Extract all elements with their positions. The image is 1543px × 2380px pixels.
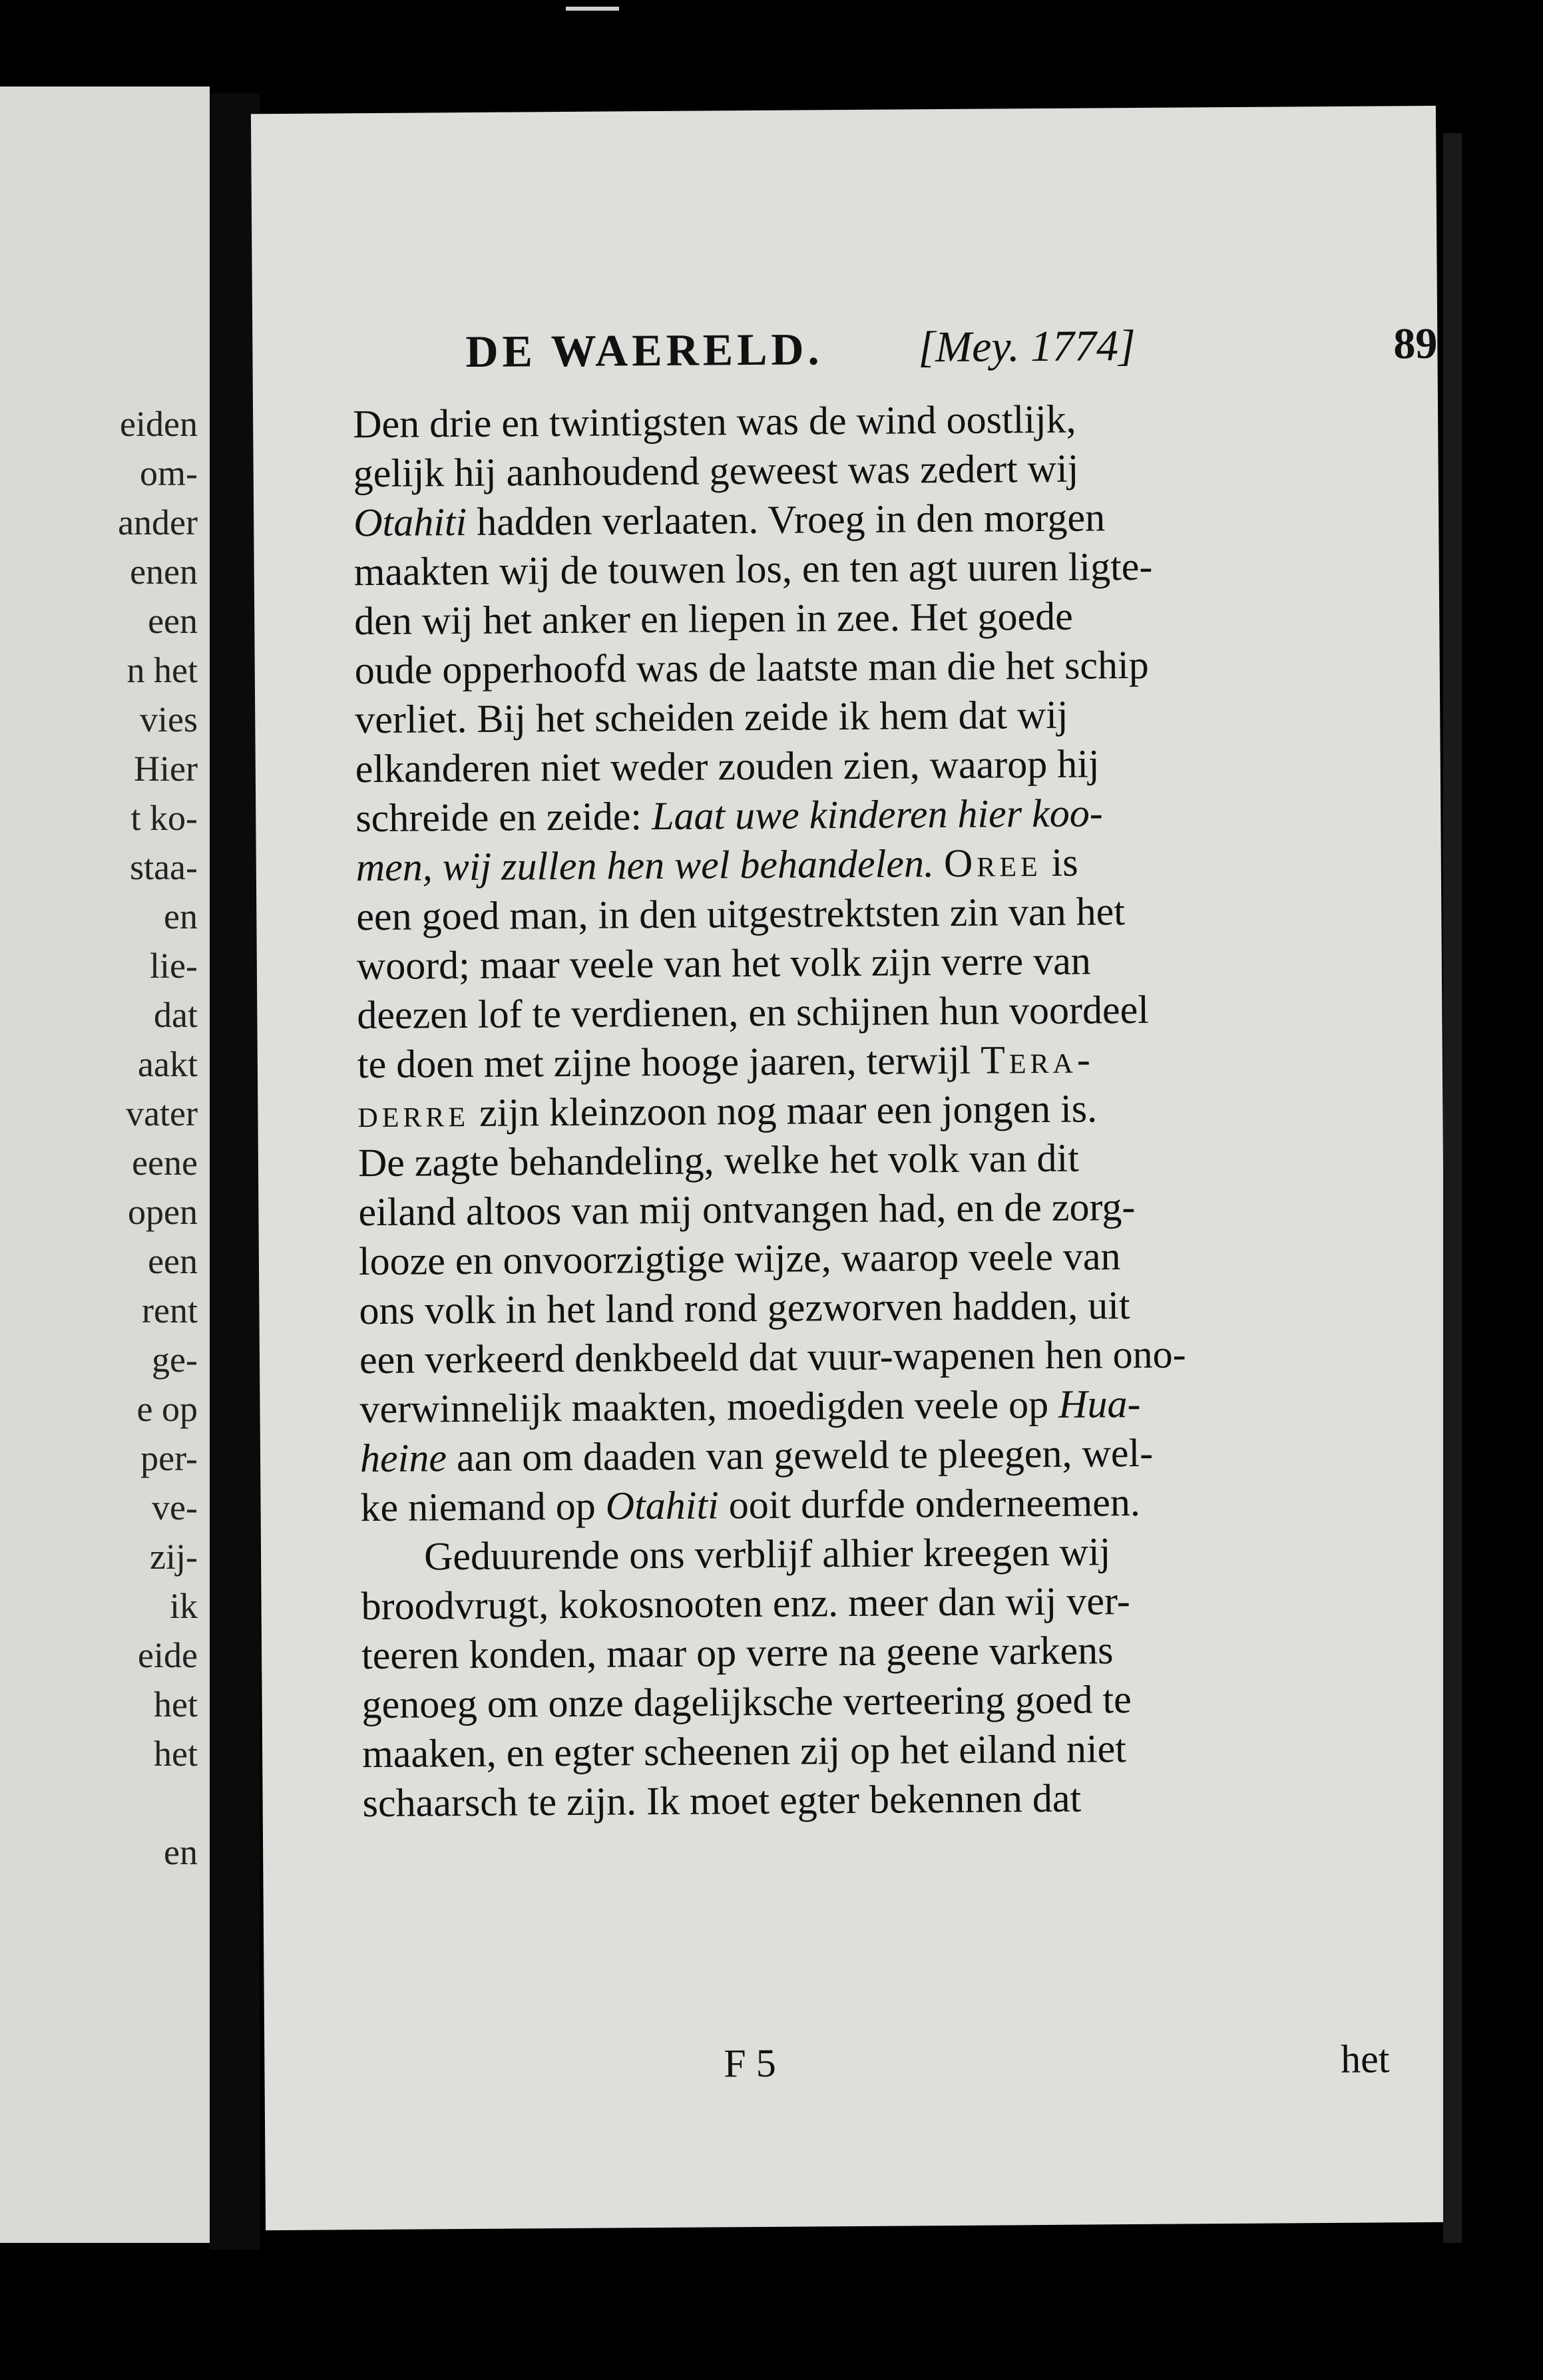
text-segment: maaken, en egter scheenen zij op het eiland niet [361,1726,1127,1776]
text-line [360,1426,1385,1483]
left-page-fragment: en [164,1832,198,1872]
page-footer [364,2036,1390,2096]
page-number: 89 [1393,319,1438,369]
left-page-fragment: om- [140,453,198,493]
left-page-fragment: e op [136,1389,198,1429]
left-page-text [118,399,198,1877]
left-page-fragment: eide [138,1635,198,1675]
text-line [361,1525,1386,1581]
text-line [362,1722,1387,1778]
left-page-fragment: het [154,1685,198,1724]
text-line [357,934,1382,990]
text-segment: te doen met zijne hooge jaaren, terwijl [357,1038,981,1087]
text-line [361,1574,1386,1631]
text-line [355,688,1380,744]
text-segment: ooit durfde onderneemen. [718,1480,1141,1527]
text-line [362,1771,1387,1828]
text-line [359,1377,1385,1434]
running-title: DE WAERELD. [465,323,823,377]
left-page-fragment: staa- [130,847,198,887]
text-segment: Den drie en twintigsten was de wind oostlijk, [352,397,1076,447]
text-segment: schaarsch te zijn. Ik moet egter bekennen dat [362,1776,1082,1826]
text-segment: gelijk hij aanhoudend geweest was zedert wij [353,446,1079,496]
left-page-fragment: lie- [150,946,198,986]
text-line [359,1328,1385,1384]
left-page-fragment: per- [140,1438,198,1478]
left-page-fragment [118,1778,198,1828]
text-segment: oude opperhoofd was de laatste man die het schip [354,642,1149,693]
text-line [358,1131,1383,1187]
left-page-fragment: het [154,1734,198,1774]
catchword: het [1340,2037,1390,2081]
text-segment: elkanderen niet weder zouden zien, waarop hij [355,741,1100,791]
text-segment: Oree [943,840,1042,886]
text-line [359,1279,1384,1335]
left-page-fragment: n het [126,650,198,690]
text-segment: hadden verlaaten. Vroeg in den morgen [466,495,1106,544]
left-page-fragment: ge- [152,1340,198,1380]
body-text [353,392,1388,1828]
left-page-fragment: zij- [150,1537,198,1577]
text-segment: zijn kleinzoon nog maar een jongen is. [469,1086,1098,1135]
text-segment: ons volk in het land rond gezworven hadden, uit [359,1283,1130,1333]
left-page-fragment: dat [154,995,198,1035]
text-segment: verliet. Bij het scheiden zeide ik hem dat wij [355,692,1068,742]
text-segment: heine [359,1436,447,1481]
text-segment: is [1041,840,1078,885]
text-segment: Hua- [1058,1381,1141,1426]
text-segment: Otahiti [605,1483,720,1528]
text-line [357,1032,1383,1089]
left-page-fragment: enen [130,552,198,592]
left-page [0,87,210,2243]
text-segment: deezen lof te verdienen, en schijnen hun voordeel [357,987,1150,1038]
text-segment: De zagte behandeling, welke het volk van dit [357,1135,1080,1185]
left-page-fragment: vies [140,699,198,739]
text-line [353,392,1378,449]
text-segment: men, wij zullen hen wel behandelen. [355,841,935,890]
text-segment: den wij het anker en liepen in zee. Het goede [354,594,1073,644]
text-line [354,589,1379,646]
left-page-fragment: een [148,601,198,641]
text-line [356,885,1381,941]
text-segment: ke niemand op [360,1484,606,1530]
text-segment: Otahiti [353,500,467,545]
left-page-fragment: aakt [138,1044,198,1084]
text-line [361,1673,1387,1729]
text-segment: schreide en zeide: [355,794,652,841]
text-segment: Laat uwe kinderen hier koo- [651,791,1103,839]
text-line [353,441,1378,498]
text-line [355,786,1381,843]
text-segment: looze en onvoorzigtige wijze, waarop veele van [358,1234,1121,1284]
text-segment: genoeg om onze dagelijksche verteering goed te [361,1677,1132,1727]
signature-mark: F 5 [724,2041,776,2086]
left-page-fragment: Hier [134,749,198,789]
header-date: [Mey. 1774] [918,321,1136,372]
text-segment: derre [357,1090,470,1136]
text-line [359,1229,1384,1286]
left-page-fragment: vater [126,1093,198,1133]
text-segment: een verkeerd denkbeeld dat vuur-wapenen hen ono- [359,1332,1186,1382]
text-line [361,1623,1387,1680]
text-segment: aan om daaden van geweld te pleegen, wel- [446,1430,1154,1480]
text-line [360,1476,1385,1532]
text-segment: woord; maar veele van het volk zijn verre van [356,938,1091,988]
page-edge [1443,133,1462,2243]
text-line [353,540,1379,596]
left-page-fragment: ve- [152,1487,198,1527]
book-gutter [210,93,260,2250]
text-segment: teeren konden, maar op verre na geene varkens [361,1628,1114,1678]
text-segment: Geduurende ons verblijf alhier kreegen wij [423,1529,1111,1579]
left-page-fragment: en [164,896,198,936]
left-page-fragment: ik [169,1586,198,1626]
left-page-fragment: ander [118,502,198,542]
text-segment: een goed man, in den uitgestrektsten zin van het [356,889,1126,939]
text-line [358,1180,1383,1237]
text-segment: eiland altoos van mij ontvangen had, en de zorg- [358,1185,1136,1235]
left-page-fragment: een [148,1241,198,1281]
text-line [355,737,1381,793]
right-page [251,106,1450,2230]
top-mark [566,7,619,11]
text-line [357,1082,1383,1138]
left-page-fragment: t ko- [130,798,198,838]
text-segment [934,841,944,885]
text-line [356,835,1381,892]
text-segment: maakten wij de touwen los, en ten agt uuren ligte- [353,544,1153,594]
text-segment: broodvrugt, kokosnooten enz. meer dan wij ver- [361,1579,1130,1629]
text-line [353,491,1379,547]
left-page-fragment: eene [132,1143,198,1183]
text-line [355,638,1380,695]
text-segment: Tera- [980,1037,1095,1082]
text-segment: verwinnelijk maakten, moedigden veele op [359,1382,1059,1432]
left-page-fragment: rent [142,1290,198,1330]
page-header [465,319,1450,385]
left-page-fragment: open [128,1192,198,1232]
left-page-fragment: eiden [120,404,198,444]
text-line [357,983,1382,1040]
